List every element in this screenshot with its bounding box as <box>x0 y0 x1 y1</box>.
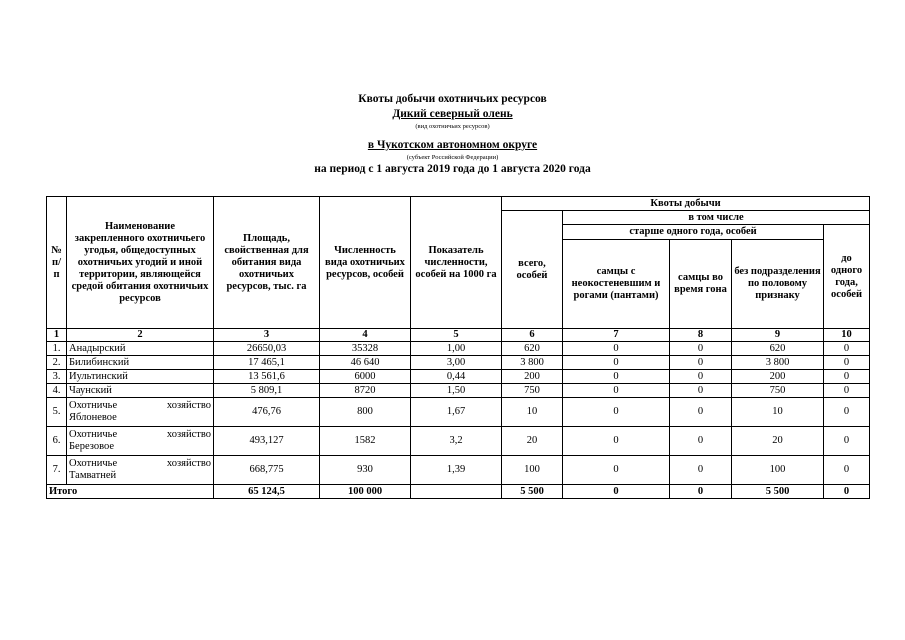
territory-name: Анадырский <box>67 342 214 356</box>
table-row <box>47 398 870 427</box>
density-value: 1,00 <box>411 342 502 356</box>
density-value: 3,00 <box>411 356 502 370</box>
total-rut: 0 <box>670 485 732 499</box>
no-sex-value: 10 <box>732 398 824 427</box>
area-value: 26650,03 <box>214 342 320 356</box>
population-value: 930 <box>320 456 411 485</box>
territory-name <box>67 456 214 485</box>
header-older: старше одного года, особей <box>563 225 824 240</box>
total-value: 3 800 <box>502 356 563 370</box>
total-value: 20 <box>502 427 563 456</box>
no-sex-value: 100 <box>732 456 824 485</box>
area-value: 668,775 <box>214 456 320 485</box>
rut-value: 0 <box>670 370 732 384</box>
row-number: 6. <box>47 427 67 456</box>
column-number: 6 <box>502 329 563 342</box>
header-row <box>47 197 870 211</box>
header-no-sex: без подразделения по половому признаку <box>732 240 824 329</box>
column-number: 4 <box>320 329 411 342</box>
row-number: 4. <box>47 384 67 398</box>
antlers-value: 0 <box>563 427 670 456</box>
total-value: 620 <box>502 342 563 356</box>
area-value: 17 465,1 <box>214 356 320 370</box>
no-sex-value: 3 800 <box>732 356 824 370</box>
population-value: 800 <box>320 398 411 427</box>
header-quotas: Квоты добычи <box>502 197 870 211</box>
rut-value: 0 <box>670 427 732 456</box>
region-note: (субъект Российской Федерации) <box>406 154 499 161</box>
population-value: 1582 <box>320 427 411 456</box>
table-row <box>47 384 870 398</box>
population-value: 46 640 <box>320 356 411 370</box>
no-sex-value: 620 <box>732 342 824 356</box>
territory-name <box>67 398 214 427</box>
area-value: 476,76 <box>214 398 320 427</box>
row-number: 1. <box>47 342 67 356</box>
no-sex-value: 200 <box>732 370 824 384</box>
header-males-antlers: самцы с неокостеневшим и рогами (пантами) <box>563 240 670 329</box>
table-row <box>47 456 870 485</box>
header-num: № п/п <box>47 197 67 329</box>
antlers-value: 0 <box>563 370 670 384</box>
area-value: 493,127 <box>214 427 320 456</box>
column-number: 5 <box>411 329 502 342</box>
area-value: 5 809,1 <box>214 384 320 398</box>
rut-value: 0 <box>670 456 732 485</box>
antlers-value: 0 <box>563 356 670 370</box>
rut-value: 0 <box>670 384 732 398</box>
header-under-one: до одного года, особей <box>824 225 870 329</box>
row-number: 3. <box>47 370 67 384</box>
total-area: 65 124,5 <box>214 485 320 499</box>
total-antlers: 0 <box>563 485 670 499</box>
territory-name <box>67 427 214 456</box>
document-title: Квоты добычи охотничьих ресурсов <box>358 93 547 105</box>
rut-value: 0 <box>670 342 732 356</box>
header-area: Площадь, свойственная для обитания вида охотничьих ресурсов, тыс. га <box>214 197 320 329</box>
territory-name-part: Тамватней <box>69 470 117 481</box>
rut-value: 0 <box>670 356 732 370</box>
population-value: 6000 <box>320 370 411 384</box>
antlers-value: 0 <box>563 384 670 398</box>
column-number: 10 <box>824 329 870 342</box>
population-value: 8720 <box>320 384 411 398</box>
row-number: 2. <box>47 356 67 370</box>
territory-name-part: Березовое <box>69 441 114 452</box>
territory-name-part: хозяйство <box>166 429 211 440</box>
total-value: 10 <box>502 398 563 427</box>
header-including: в том числе <box>563 211 870 225</box>
total-value: 100 <box>502 456 563 485</box>
header-density: Показатель численности, особей на 1000 га <box>411 197 502 329</box>
density-value: 1,50 <box>411 384 502 398</box>
population-value: 35328 <box>320 342 411 356</box>
species-name: Дикий северный олень <box>392 108 513 120</box>
total-population: 100 000 <box>320 485 411 499</box>
row-number: 7. <box>47 456 67 485</box>
young-value: 0 <box>824 398 870 427</box>
quota-table <box>46 196 870 499</box>
territory-name-part: Яблоневое <box>69 412 117 423</box>
territory-name-part: хозяйство <box>166 458 211 469</box>
territory-name-part: Охотничье <box>69 458 118 469</box>
territory-name-part: Охотничье <box>69 400 118 411</box>
young-value: 0 <box>824 342 870 356</box>
header-total: всего, особей <box>502 211 563 329</box>
antlers-value: 0 <box>563 456 670 485</box>
rut-value: 0 <box>670 398 732 427</box>
territory-name: Билибинский <box>67 356 214 370</box>
total-young: 0 <box>824 485 870 499</box>
column-number: 8 <box>670 329 732 342</box>
antlers-value: 0 <box>563 342 670 356</box>
species-note: (вид охотничьих ресурсов) <box>415 123 490 130</box>
column-number: 1 <box>47 329 67 342</box>
density-value: 1,67 <box>411 398 502 427</box>
young-value: 0 <box>824 427 870 456</box>
total-value: 750 <box>502 384 563 398</box>
table-row <box>47 342 870 356</box>
young-value: 0 <box>824 356 870 370</box>
no-sex-value: 20 <box>732 427 824 456</box>
column-number: 2 <box>67 329 214 342</box>
total-row <box>47 485 870 499</box>
antlers-value: 0 <box>563 398 670 427</box>
table-row <box>47 356 870 370</box>
territory-name: Иультинский <box>67 370 214 384</box>
table-row <box>47 370 870 384</box>
period-text: на период с 1 августа 2019 года до 1 августа 2020 года <box>314 163 591 175</box>
region-name: в Чукотском автономном округе <box>367 139 538 151</box>
area-value: 13 561,6 <box>214 370 320 384</box>
territory-name: Чаунский <box>67 384 214 398</box>
header-males-rut: самцы во время гона <box>670 240 732 329</box>
territory-name-part: хозяйство <box>166 400 211 411</box>
territory-name-part: Охотничье <box>69 429 118 440</box>
column-number: 3 <box>214 329 320 342</box>
header-name: Наименование закрепленного охотничьего угодья, общедоступных охотничьих угодий и иной территории, являющейся средой обитания охотничьих ресурсов <box>67 197 214 329</box>
young-value: 0 <box>824 370 870 384</box>
row-number: 5. <box>47 398 67 427</box>
total-quota: 5 500 <box>502 485 563 499</box>
young-value: 0 <box>824 384 870 398</box>
no-sex-value: 750 <box>732 384 824 398</box>
column-number: 7 <box>563 329 670 342</box>
total-density <box>411 485 502 499</box>
total-label: Итого <box>47 485 214 499</box>
density-value: 0,44 <box>411 370 502 384</box>
total-no-sex: 5 500 <box>732 485 824 499</box>
density-value: 1,39 <box>411 456 502 485</box>
table-row <box>47 427 870 456</box>
header-population: Численность вида охотничьих ресурсов, особей <box>320 197 411 329</box>
column-number-row <box>47 329 870 342</box>
total-value: 200 <box>502 370 563 384</box>
density-value: 3,2 <box>411 427 502 456</box>
young-value: 0 <box>824 456 870 485</box>
column-number: 9 <box>732 329 824 342</box>
